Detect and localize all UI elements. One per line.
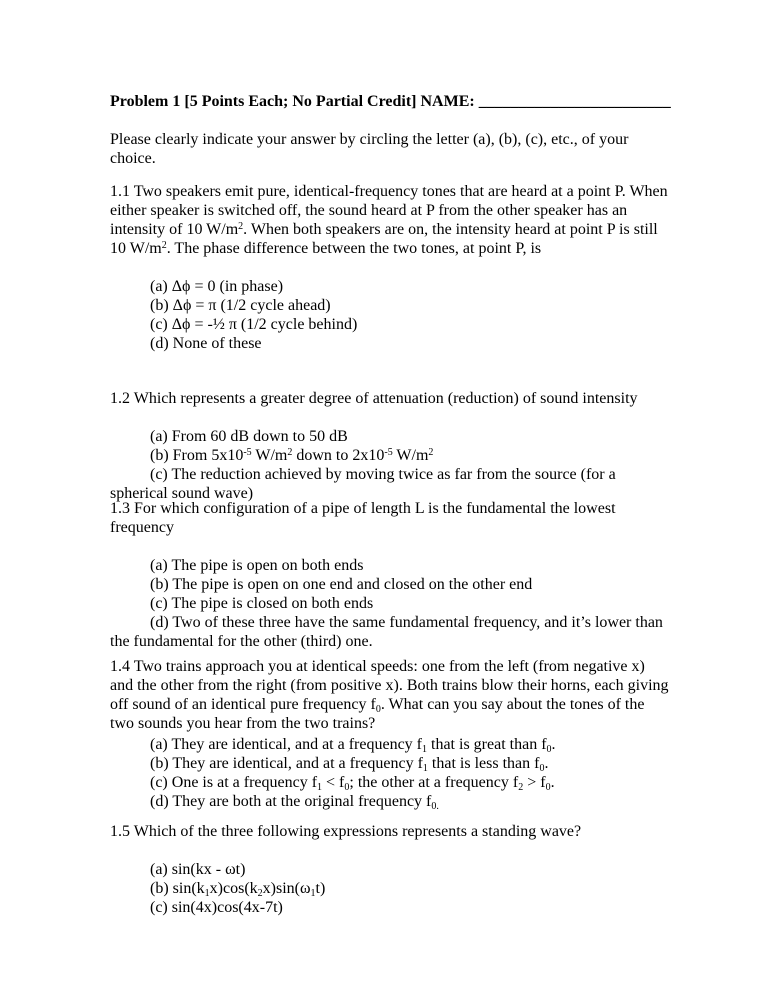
answer-options [110,860,670,917]
answer-option[interactable]: (c) sin(4x)cos(4x-7t) [150,899,283,916]
answer-option[interactable]: (a) sin(kx - ωt) [150,861,246,878]
answer-options [110,277,670,353]
question-stem: 1.4 Two trains approach you at identical speeds: one from the left (from negative x) and the other from the right (from positive x). Both trains blow their horns, each giving off sound of an identical pure frequency $f_0$. What can you say about the tones of the two sounds you hear from the two trains? [110,658,669,732]
answer-option[interactable]: (d) Two of these three have the same fundamental frequency, and it’s lower than the fundamental for the other (third) one. [110,614,663,650]
answer-option[interactable]: (a) They are identical, and at a frequency $f_1$ that is great than $f_0$. [150,736,556,755]
answer-option[interactable]: (b) From $5x10^{-5}$ $W/m^2$ down to $2x10^{-5}$ $W/m^2$ [150,447,434,464]
answer-option[interactable]: (a) Δϕ = 0 (in phase) [150,278,284,295]
question-stem: 1.5 Which of the three following expressions represents a standing wave? [110,823,582,840]
answer-option[interactable]: (b) The pipe is open on one end and closed on the other end [150,576,533,593]
question-1-3 [110,499,670,651]
answer-option[interactable]: (c) One is at a frequency $f_1 < f_0$; the other at a frequency $f_2 > f_0$. [150,774,555,793]
answer-option[interactable]: (c) Δϕ = -½ π (1/2 cycle behind) [150,316,358,333]
question-stem: 1.2 Which represents a greater degree of attenuation (reduction) of sound intensity [110,390,638,407]
instructions: Please clearly indicate your answer by circling the letter (a), (b), (c), etc., of your choice. [110,131,629,167]
question-1-5 [110,822,670,917]
answer-option[interactable]: (b) $\sin(k_1x)\cos(k_2x)\sin(\omega_1t)$ [150,880,326,899]
answer-option[interactable]: (c) The pipe is closed on both ends [150,595,374,612]
answer-options [110,735,670,811]
answer-options [110,556,670,651]
answer-option[interactable]: (d) They are both at the original frequency $f_{0.}$ [150,793,439,812]
answer-option[interactable]: (a) From 60 dB down to 50 dB [150,428,348,445]
question-stem: 1.1 Two speakers emit pure, identical-frequency tones that are heard at a point P. When either speaker is switched off, the sound heard at P from the other speaker has an intensity of 10 $W/m^2$. When both speakers are on, the intensity heard at point P is still 10 $W/m^2$. The phase difference between the two tones, at point P, is [110,183,668,257]
answer-option[interactable]: (a) The pipe is open on both ends [150,557,364,574]
answer-options [110,427,670,503]
answer-option[interactable]: (b) They are identical, and at a frequency $f_1$ that is less than $f_0$. [150,755,549,774]
answer-option[interactable]: (b) Δϕ = π (1/2 cycle ahead) [150,297,331,314]
question-1-1 [110,182,670,353]
question-1-2 [110,389,670,503]
question-1-4 [110,657,670,811]
question-stem: 1.3 For which configuration of a pipe of length L is the fundamental the lowest frequency [110,500,616,536]
answer-option[interactable]: (c) The reduction achieved by moving twice as far from the source (for a spherical sound wave) [110,466,616,502]
problem-header: Problem 1 [5 Points Each; No Partial Credit] NAME: ________________________ [110,93,671,110]
answer-option[interactable]: (d) None of these [150,335,262,352]
